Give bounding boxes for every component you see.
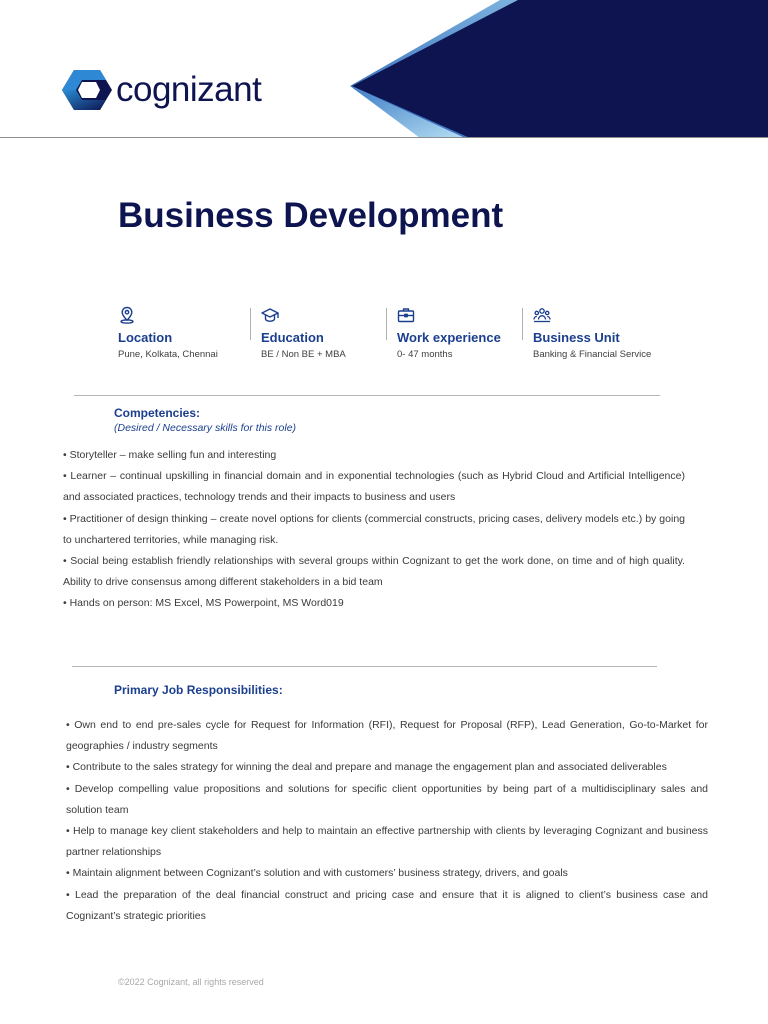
cognizant-wordmark: cognizant: [116, 70, 262, 109]
section-divider: [72, 666, 657, 667]
graduation-cap-icon: [261, 306, 279, 324]
info-value: 0- 47 months: [397, 349, 453, 360]
list-item: • Maintain alignment between Cognizant’s solution and with customers’ business strategy, drivers, and goals: [66, 867, 568, 880]
section-divider: [74, 395, 660, 396]
page-title: Business Development: [118, 196, 504, 235]
location-pin-icon: [118, 306, 136, 324]
info-label: Work experience: [397, 330, 501, 345]
list-item: • Help to manage key client stakeholders and help to maintain an effective partnership with clients by leveraging Cognizant and business partner relationships: [66, 825, 708, 859]
info-value: Banking & Financial Service: [533, 349, 652, 360]
briefcase-icon: [397, 306, 415, 324]
competencies-subtitle: (Desired / Necessary skills for this role): [114, 422, 297, 434]
list-item: • Storyteller – make selling fun and interesting: [63, 449, 277, 461]
footer-copyright: ©2022 Cognizant, all rights reserved: [118, 977, 264, 987]
list-item: • Practitioner of design thinking – create novel options for clients (commercial constructs, pricing cases, delivery models etc.) by going to unchartered territories, while managing risk.: [63, 512, 685, 546]
list-item: • Contribute to the sales strategy for winning the deal and prepare and manage the engagement plan and associated deliverables: [66, 761, 667, 774]
info-divider: [250, 308, 251, 340]
info-divider: [386, 308, 387, 340]
info-business-unit: [533, 306, 651, 366]
info-value: BE / Non BE + MBA: [261, 349, 346, 360]
info-location: [118, 306, 218, 366]
info-work-experience: [397, 306, 501, 366]
info-divider: [522, 308, 523, 340]
info-value: Pune, Kolkata, Chennai: [118, 349, 218, 360]
list-item: • Hands on person: MS Excel, MS Powerpoint, MS Word019: [63, 597, 344, 610]
info-label: Education: [261, 330, 324, 345]
list-item: • Social being establish friendly relationships with several groups within Cognizant to get the work done, on time and of high quality. Ability to drive consensus among different stakeholders in a bid team: [63, 555, 685, 589]
info-label: Location: [118, 330, 173, 345]
list-item: • Lead the preparation of the deal financial construct and pricing case and ensure that it is aligned to client’s business case and Cognizant’s strategic priorities: [66, 888, 708, 922]
team-icon: [533, 306, 551, 324]
responsibilities-title: Primary Job Responsibilities:: [114, 683, 283, 697]
cognizant-logo-mark: [62, 70, 112, 110]
list-item: • Learner – continual upskilling in financial domain and in exponential technologies (such as Hybrid Cloud and Artificial Intelligence) and associated practices, technology trends and their impacts to business and users: [63, 470, 685, 504]
list-item: • Own end to end pre-sales cycle for Request for Information (RFI), Request for Proposal (RFP), Lead Generation, Go-to-Market for geographies / industry segments: [66, 719, 708, 753]
competencies-list: [63, 445, 685, 615]
competencies-title: Competencies:: [114, 406, 201, 420]
header-graphic: [0, 0, 768, 138]
cognizant-logo: [62, 70, 261, 110]
info-label: Business Unit: [533, 330, 620, 345]
info-education: [261, 306, 346, 366]
list-item: • Develop compelling value propositions and solutions for specific client opportunities by being part of a multidisciplinary sales and solution team: [66, 782, 708, 816]
header-rule: [0, 137, 768, 138]
responsibilities-list: [66, 715, 708, 927]
